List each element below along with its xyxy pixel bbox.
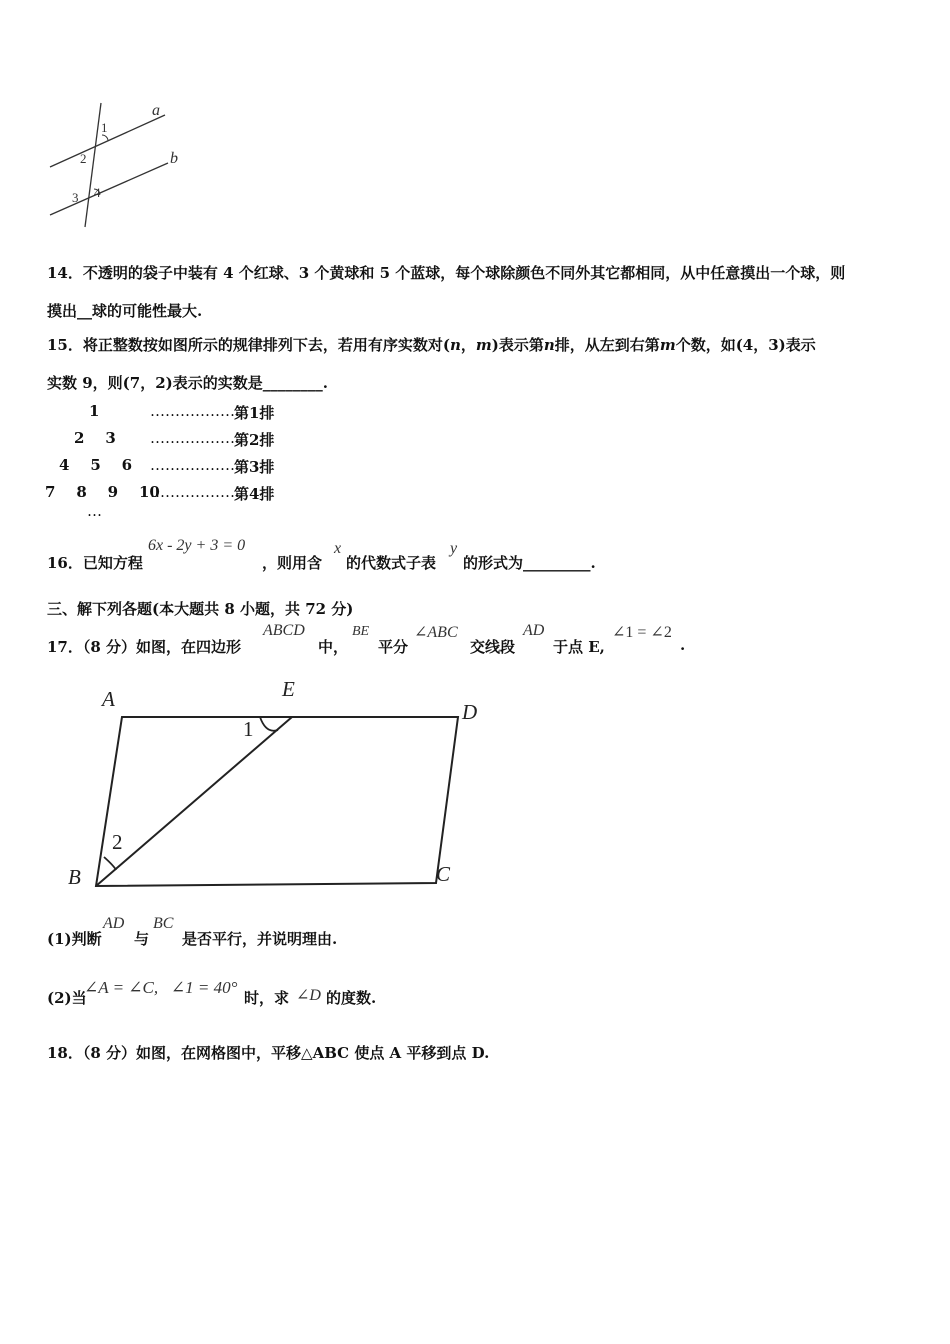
q17-part1-suffix: 是否平行，并说明理由.	[182, 930, 338, 948]
q15-m2: m	[659, 336, 676, 354]
q17-part1-bc: BC	[153, 915, 174, 932]
q16-x: x	[334, 540, 342, 557]
angle-arc-1	[102, 135, 108, 141]
q17-t4: 于点 E,	[553, 638, 605, 656]
angle-label-2: 2	[80, 151, 87, 166]
q15-m: m	[475, 336, 492, 354]
q15-line1	[47, 334, 816, 355]
q17-part2-angle-d: ∠D	[296, 987, 321, 1004]
q16-mid1: ，则用含	[262, 554, 323, 572]
angle-label-1: 1	[243, 717, 254, 741]
triangle-row-1-nums: 1	[89, 402, 100, 420]
segment-be	[96, 717, 292, 886]
q17-part2-prefix: (2)当	[47, 989, 87, 1007]
q15-text-c: 排，从左到右第	[554, 336, 660, 354]
q17-part1-prefix: (1)判断	[47, 930, 102, 948]
q14-line2: 摸出__球的可能性最大.	[47, 302, 203, 320]
label-b: b	[170, 150, 178, 167]
angle-arc-1	[260, 717, 278, 731]
line-b	[50, 163, 168, 215]
q17-angles-eq: ∠1 = ∠2	[612, 624, 672, 641]
q17-t2: 平分	[378, 638, 409, 656]
triangle-row-4-nums: 7 8 9 10	[45, 483, 160, 501]
q17-part2-condition: ∠A = ∠C, ∠1 = 40°	[84, 978, 238, 997]
q17-t1: 中，	[318, 638, 349, 656]
q15-n2: n	[543, 336, 555, 354]
q15-n: n	[449, 336, 461, 354]
vertex-e: E	[282, 677, 295, 701]
angle-label-3: 3	[72, 190, 79, 205]
q15-text-d: 个数，如(4，3)表示	[675, 336, 816, 354]
q17-t5: .	[680, 636, 686, 654]
section-3-title: 三、解下列各题(本大题共 8 小题，共 72 分)	[47, 600, 354, 618]
transversal	[85, 103, 101, 227]
triangle-row-4-label: 第4排	[234, 485, 275, 503]
vertex-c: C	[436, 862, 451, 886]
triangle-row-1-dots: ………………	[150, 402, 240, 420]
q17-part1-mid: 与	[134, 930, 150, 948]
triangle-row-2-label: 第2排	[234, 431, 275, 449]
q18-text: 18．（8 分）如图，在网格图中，平移△ABC 使点 A 平移到点 D.	[47, 1044, 490, 1062]
triangle-row-3-label: 第3排	[234, 458, 275, 476]
vertex-b: B	[68, 865, 81, 889]
q17-part2-suffix: 的度数.	[326, 989, 377, 1007]
vertex-d: D	[462, 700, 478, 724]
q17-t3: 交线段	[470, 638, 516, 656]
q15-text-a: 15．将正整数按如图所示的规律排列下去，若用有序实数对(	[47, 336, 450, 354]
vertex-a: A	[102, 687, 115, 711]
angle-label-1: 1	[101, 120, 108, 135]
q15-line2: 实数 9，则(7，2)表示的实数是________.	[47, 374, 328, 392]
triangle-row-3-dots: ………………	[150, 456, 240, 474]
triangle-row-2-dots: ………………	[150, 429, 240, 447]
parallel-lines-figure	[40, 95, 200, 235]
q16-equation: 6x - 2y + 3 = 0	[148, 537, 246, 554]
triangle-row-3-nums: 4 5 6	[59, 456, 133, 474]
quadrilateral-abcd	[96, 717, 458, 886]
angle-label-2: 2	[112, 830, 123, 854]
q17-abcd: ABCD	[263, 622, 305, 639]
q15-text-b: )表示第	[491, 336, 544, 354]
q17-prefix: 17．（8 分）如图，在四边形	[47, 638, 242, 656]
angle-arc-2	[104, 857, 116, 870]
q14-line1: 14．不透明的袋子中装有 4 个红球、3 个黄球和 5 个蓝球，每个球除颜色不同外其它都相同，从中任意摸出一个球，则	[47, 264, 846, 282]
q16-prefix: 16．已知方程	[47, 554, 143, 572]
q17-part2-mid: 时，求	[244, 989, 290, 1007]
quadrilateral-figure	[60, 670, 480, 900]
angle-label-4: 4	[94, 185, 101, 200]
q17-part1-ad: AD	[103, 915, 125, 932]
triangle-row-1-label: 第1排	[234, 404, 275, 422]
q17-angle-abc: ∠ABC	[414, 624, 458, 641]
q15-sep: ，	[460, 336, 476, 354]
q17-be: BE	[352, 624, 370, 639]
label-a: a	[152, 102, 160, 119]
triangle-ellipsis: …	[87, 502, 102, 520]
triangle-row-2-nums: 2 3	[74, 429, 116, 447]
q16-suffix: 的形式为_________.	[463, 554, 596, 572]
triangle-row-4-dots: ………………	[150, 483, 240, 501]
q16-mid2: 的代数式子表	[346, 554, 437, 572]
q17-ad: AD	[523, 622, 545, 639]
q16-y: y	[450, 540, 458, 557]
